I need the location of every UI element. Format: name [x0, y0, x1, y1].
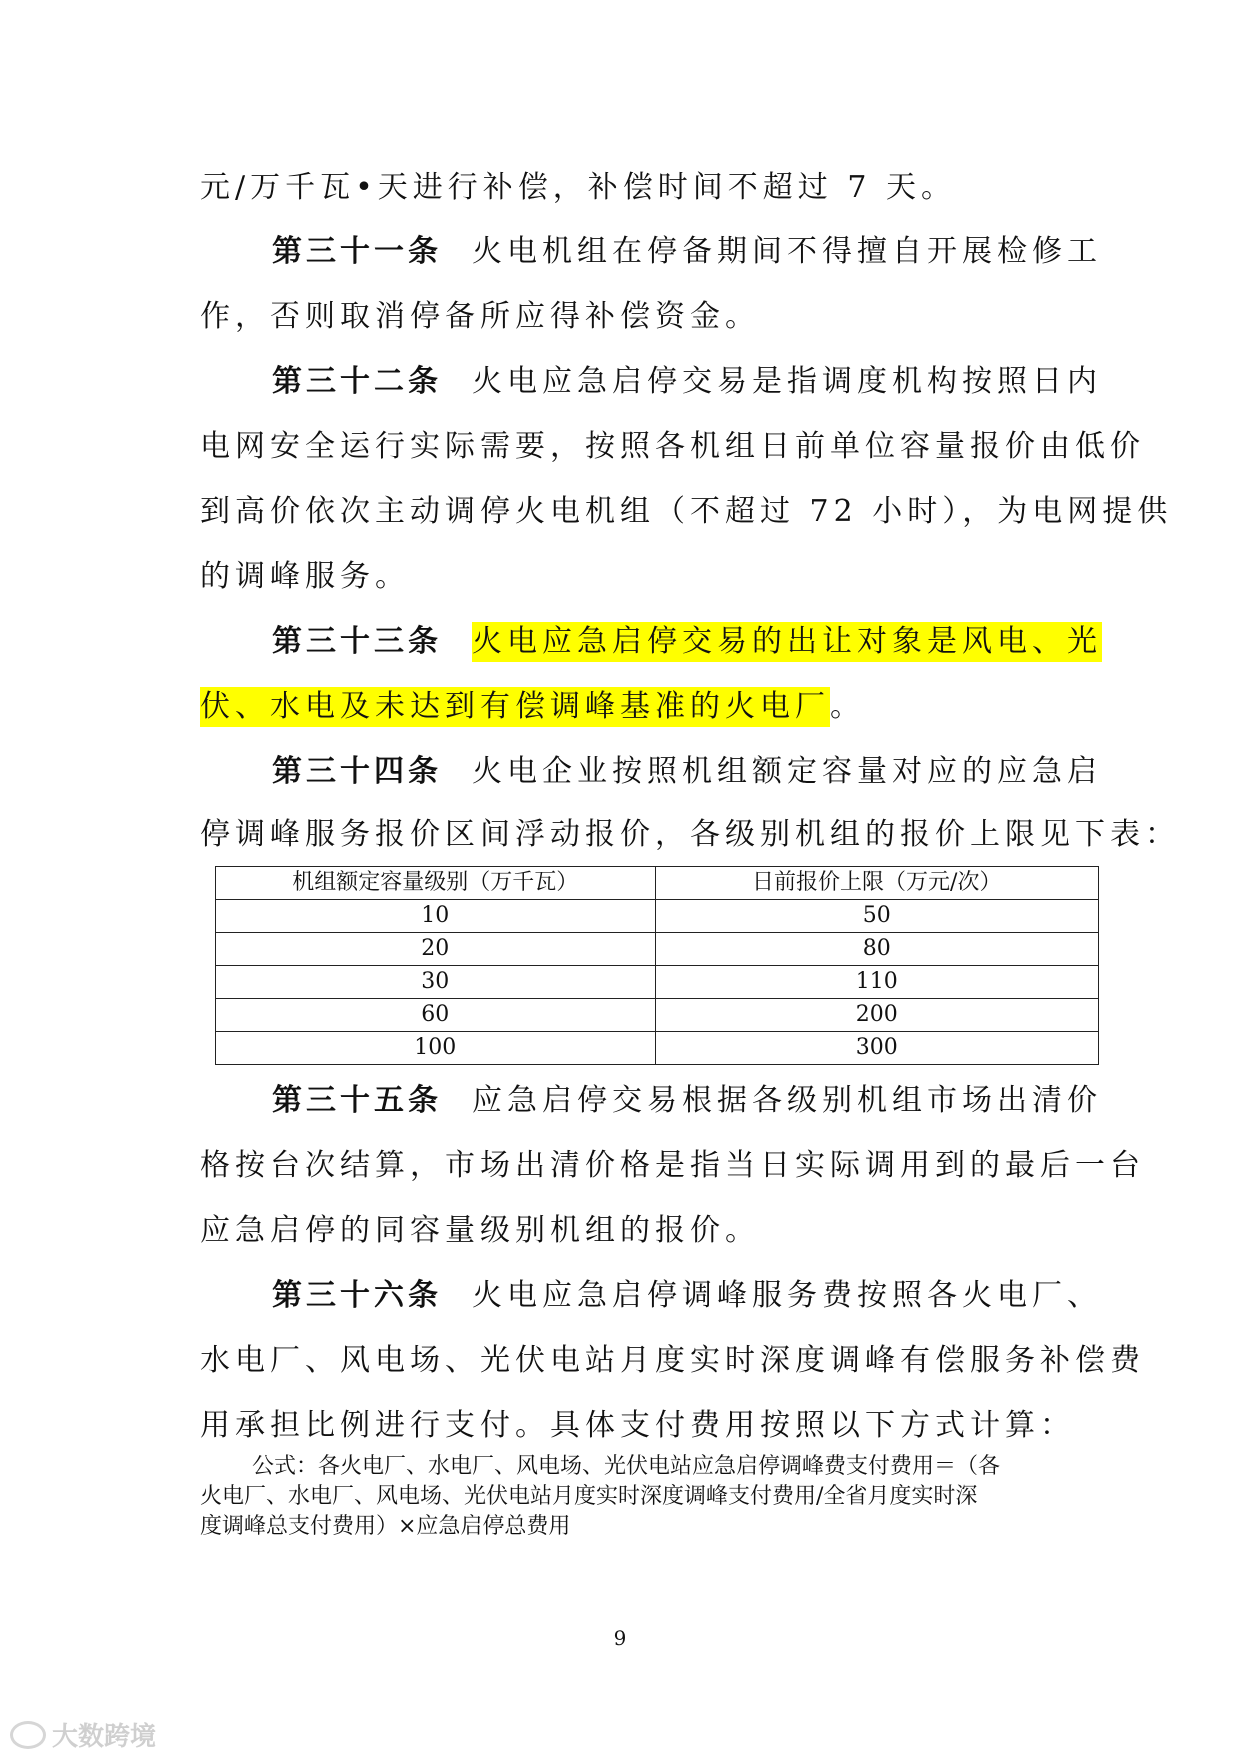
article-number: 第三十六条: [272, 1278, 442, 1313]
formula-line: [200, 1512, 1100, 1542]
column-header-capacity: 机组额定容量级别（万千瓦）: [216, 867, 656, 900]
paragraph-line: [0, 815, 1240, 855]
table-row: [216, 900, 1099, 933]
capacity-cell: 100: [216, 1032, 656, 1065]
paragraph-line: [0, 427, 1240, 467]
table-row: [216, 999, 1099, 1032]
paragraph-line: [0, 492, 1240, 532]
paragraph-line: [0, 168, 1240, 208]
capacity-cell: 60: [216, 999, 656, 1032]
column-header-price-cap: 日前报价上限（万元/次）: [655, 867, 1099, 900]
line-text: 。: [830, 689, 865, 724]
formula-line: [200, 1452, 1152, 1482]
watermark-text: 大数跨境: [52, 1722, 157, 1752]
article-31-line: [0, 232, 1240, 272]
watermark-logo-icon: [10, 1721, 46, 1749]
paragraph-line: [0, 1406, 1240, 1446]
page-number: 9: [613, 1626, 627, 1650]
article-35-line: [0, 1081, 1240, 1121]
capacity-cell: 10: [216, 900, 656, 933]
highlighted-text: 火电应急启停交易的出让对象是风电、光: [472, 622, 1102, 662]
table-header-row: [216, 867, 1099, 900]
article-number: 第三十一条: [272, 234, 442, 269]
formula-text: 火电厂、水电厂、风电场、光伏电站月度实时深度调峰支付费用/全省月度实时深: [200, 1484, 978, 1509]
article-32-line: [0, 362, 1240, 402]
article-number: 第三十五条: [272, 1083, 442, 1118]
line-text: 火电应急启停调峰服务费按照各火电厂、: [472, 1278, 1102, 1313]
price-cap-cell: 200: [655, 999, 1099, 1032]
article-number: 第三十四条: [272, 754, 442, 789]
line-text: 火电应急启停交易是指调度机构按照日内: [472, 364, 1102, 399]
table-row: [216, 1032, 1099, 1065]
table-row: [216, 933, 1099, 966]
paragraph-line: [0, 1341, 1240, 1381]
line-text: 的调峰服务。: [200, 559, 410, 594]
line-text: 元/万千瓦•天进行补偿，补偿时间不超过 7 天。: [200, 170, 956, 205]
formula-text: 公式：各火电厂、水电厂、风电场、光伏电站应急启停调峰费支付费用＝（各: [252, 1454, 1001, 1479]
highlighted-text: 伏、水电及未达到有偿调峰基准的火电厂: [200, 687, 830, 727]
price-cap-table: [215, 866, 1099, 1065]
paragraph-line: [0, 297, 1240, 337]
formula-line: [200, 1482, 1100, 1512]
article-34-line: [0, 752, 1240, 792]
capacity-cell: 30: [216, 966, 656, 999]
watermark: [10, 1716, 156, 1753]
line-text: 应急启停的同容量级别机组的报价。: [200, 1213, 760, 1248]
paragraph-line: [0, 687, 1240, 727]
line-text: 到高价依次主动调停火电机组（不超过 72 小时），为电网提供: [200, 494, 1173, 529]
price-cap-cell: 50: [655, 900, 1099, 933]
article-number: 第三十二条: [272, 364, 442, 399]
capacity-cell: 20: [216, 933, 656, 966]
line-text: 停调峰服务报价区间浮动报价，各级别机组的报价上限见下表：: [200, 817, 1180, 852]
line-text: 水电厂、风电场、光伏电站月度实时深度调峰有偿服务补偿费: [200, 1343, 1145, 1378]
price-cap-cell: 110: [655, 966, 1099, 999]
line-text: 火电机组在停备期间不得擅自开展检修工: [472, 234, 1102, 269]
line-text: 火电企业按照机组额定容量对应的应急启: [472, 754, 1102, 789]
price-cap-cell: 300: [655, 1032, 1099, 1065]
price-cap-cell: 80: [655, 933, 1099, 966]
article-number: 第三十三条: [272, 624, 442, 659]
line-text: 电网安全运行实际需要，按照各机组日前单位容量报价由低价: [200, 429, 1145, 464]
paragraph-line: [0, 1146, 1240, 1186]
paragraph-line: [0, 1211, 1240, 1251]
article-36-line: [0, 1276, 1240, 1316]
line-text: 作，否则取消停备所应得补偿资金。: [200, 299, 760, 334]
line-text: 格按台次结算，市场出清价格是指当日实际调用到的最后一台: [200, 1148, 1145, 1183]
article-33-line: [0, 622, 1240, 662]
paragraph-line: [0, 557, 1240, 597]
table-row: [216, 966, 1099, 999]
formula-text: 度调峰总支付费用）×应急启停总费用: [200, 1514, 571, 1539]
line-text: 用承担比例进行支付。具体支付费用按照以下方式计算：: [200, 1408, 1075, 1443]
line-text: 应急启停交易根据各级别机组市场出清价: [472, 1083, 1102, 1118]
